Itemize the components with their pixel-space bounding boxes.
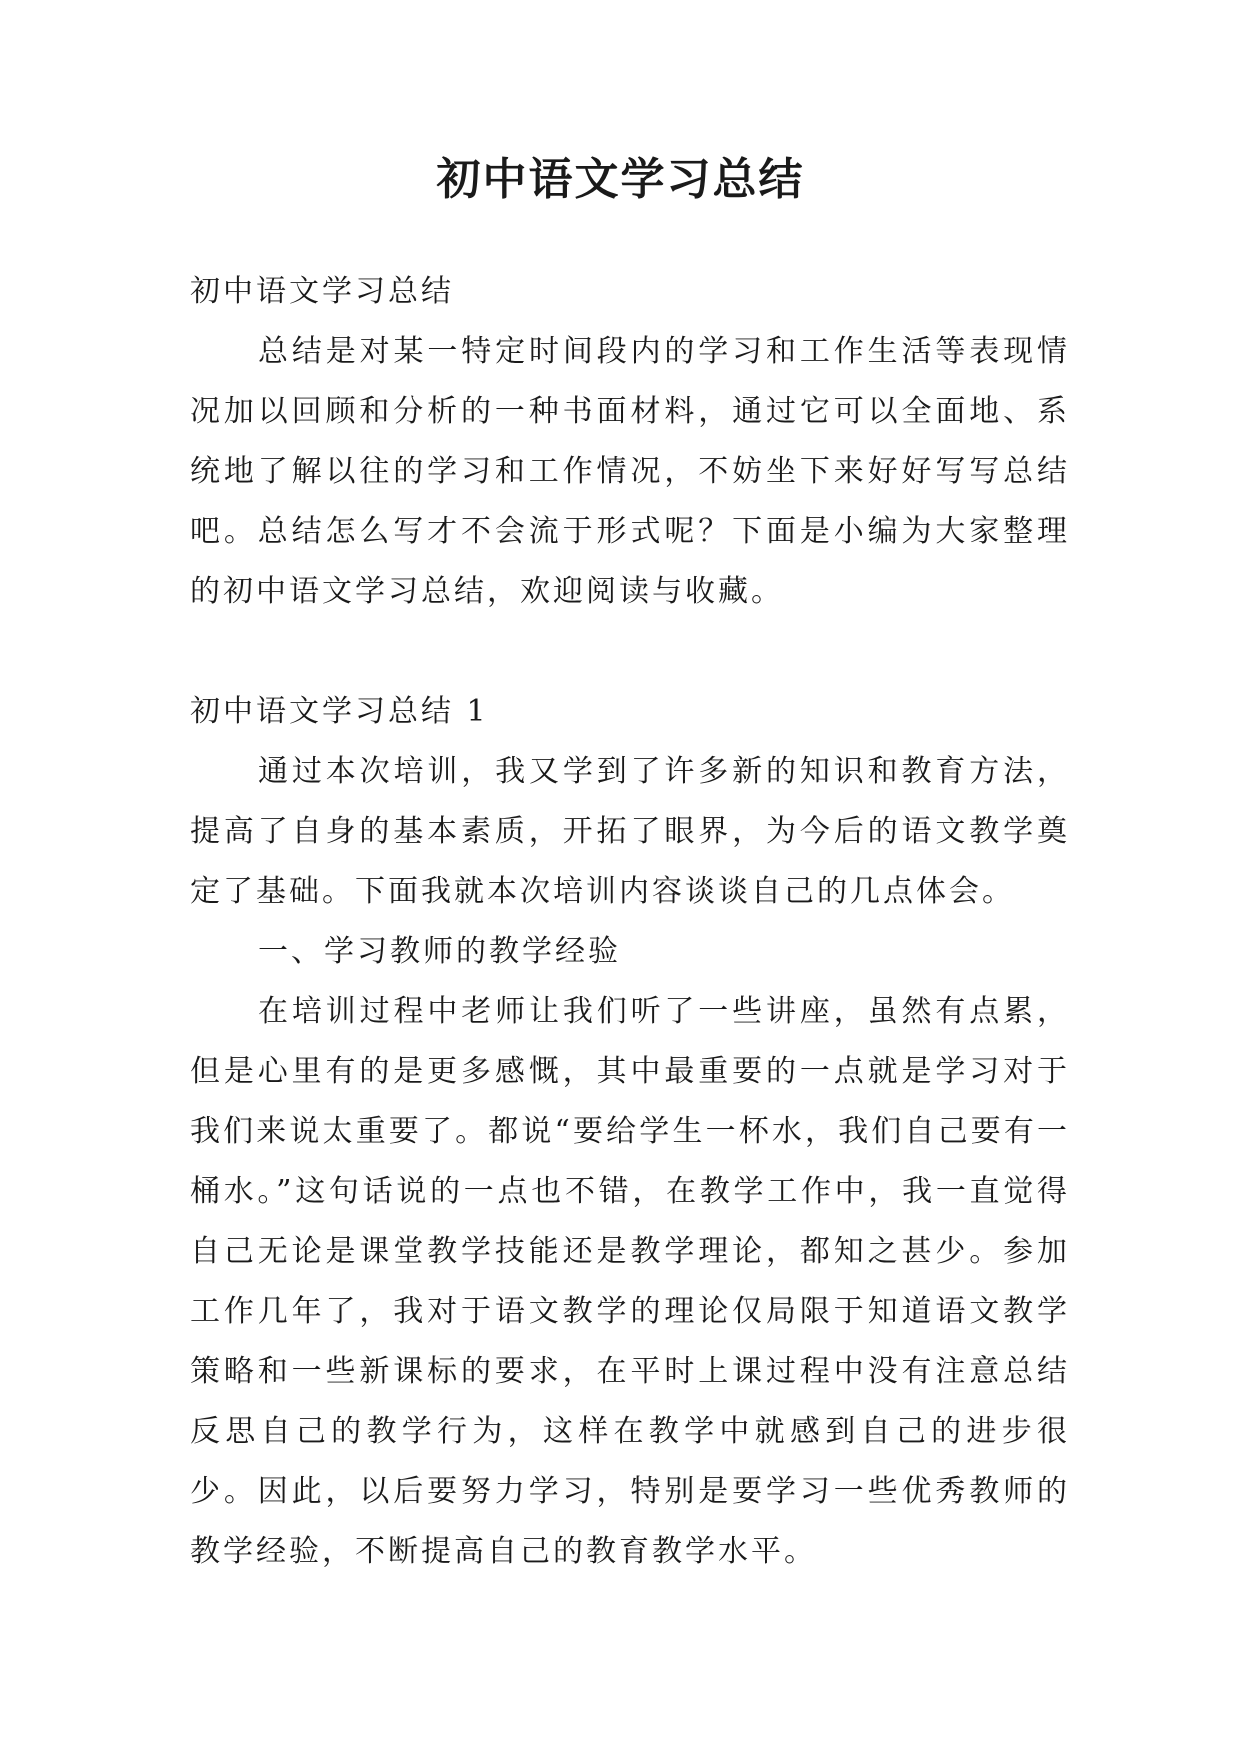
document-body [190,262,1070,1582]
section-spacer [190,622,1070,682]
intro-paragraph: 总结是对某一特定时间段内的学习和工作生活等表现情况加以回顾和分析的一种书面材料，通过它可以全面地、系统地了解以往的学习和工作情况，不妨坐下来好好写写总结吧。总结怎么写才不会流于形式呢？下面是小编为大家整理的初中语文学习总结，欢迎阅读与收藏。 [190,334,1070,609]
section1-subheading: 一、学习教师的教学经验 [258,934,621,969]
intro-heading: 初中语文学习总结 [190,274,454,309]
section1-heading: 初中语文学习总结 1 [190,694,489,729]
section1-paragraph-2: 在培训过程中老师让我们听了一些讲座，虽然有点累，但是心里有的是更多感慨，其中最重要的一点就是学习对于我们来说太重要了。都说“要给学生一杯水，我们自己要有一桶水。”这句话说的一点也不错，在教学工作中，我一直觉得自己无论是课堂教学技能还是教学理论，都知之甚少。参加工作几年了，我对于语文教学的理论仅局限于知道语文教学策略和一些新课标的要求，在平时上课过程中没有注意总结反思自己的教学行为，这样在教学中就感到自己的进步很少。因此，以后要努力学习，特别是要学习一些优秀教师的教学经验，不断提高自己的教育教学水平。 [190,994,1070,1569]
document-title: 初中语文学习总结 [436,154,805,205]
section1-paragraph-1: 通过本次培训，我又学到了许多新的知识和教育方法，提高了自身的基本素质，开拓了眼界，为今后的语文教学奠定了基础。下面我就本次培训内容谈谈自己的几点体会。 [190,754,1070,909]
